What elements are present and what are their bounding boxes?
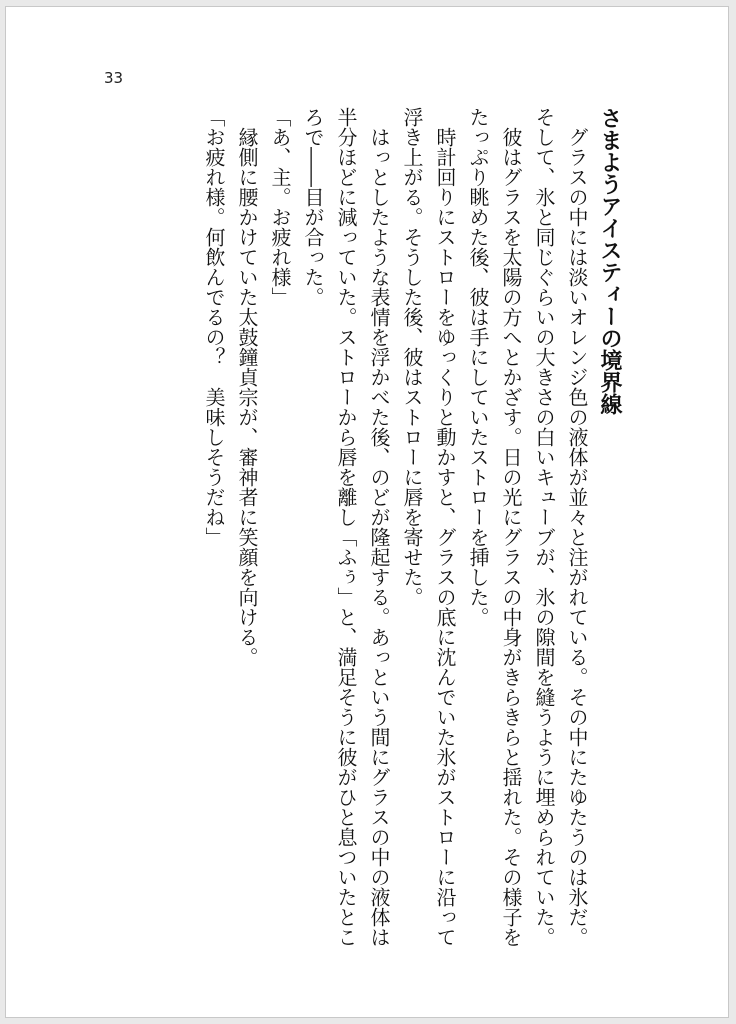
dialogue-line: 「あ、主。お疲れ様」 [268,107,292,307]
chapter-title: さまようアイスティーの境界線 [597,107,622,415]
paragraph: グラスの中には淡いオレンジ色の液体が並々と注がれている。その中にたゆたうのは氷だ。そして、氷と同じぐらいの大きさの白いキューブが、氷の隙間を縫うように埋められていた。 [532,107,589,947]
paragraph: 彼はグラスを太陽の方へとかざす。日の光にグラスの中身がきらきらと揺れた。その様子をたっぷり眺めた後、彼は手にしていたストローを挿した。 [466,107,523,947]
page-number: 33 [104,69,124,87]
paragraph: はっとしたような表情を浮かべた後、のどが隆起する。あっという間にグラスの中の液体は半分ほどに減っていた。ストローから唇を離し「ふぅ」と、満足そうに彼がひと息ついたところで――目が合った。 [301,107,391,947]
book-page [5,6,729,1018]
vertical-text-body [136,107,626,947]
paragraph: 縁側に腰かけていた太鼓鐘貞宗が、審神者に笑顔を向ける。 [235,127,259,667]
paragraph: 時計回りにストローをゆっくりと動かすと、グラスの底に沈んでいた氷がストローに沿って浮き上がる。そうした後、彼はストローに唇を寄せた。 [400,107,457,947]
dialogue-line: 「お疲れ様。何飲んでるの？ 美味しそうだね」 [202,107,226,547]
